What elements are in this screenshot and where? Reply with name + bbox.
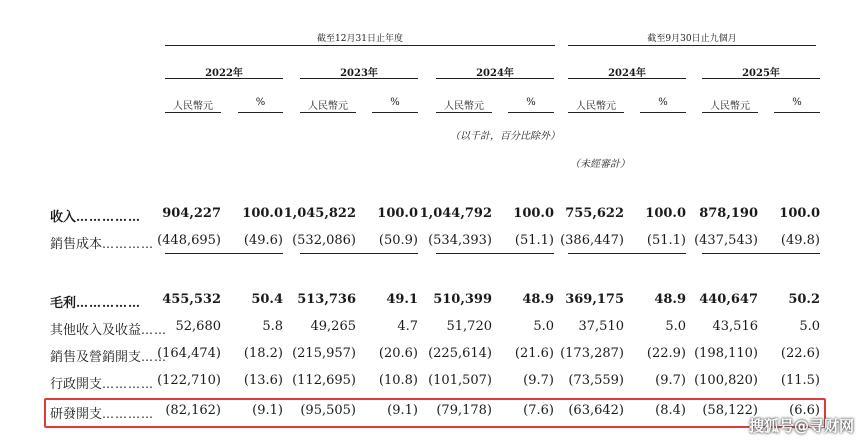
group-title-9m: 截至9月30日止九個月 (647, 34, 737, 44)
table-cell: 52,680 (175, 319, 221, 334)
note-thousands: （以千計，百分比除外） (450, 131, 560, 142)
table-cell: 43,516 (712, 319, 758, 334)
table-cell: 5.0 (665, 319, 686, 334)
col-header-rmb: 人民幣元 (308, 101, 348, 112)
table-cell: (532,086) (292, 233, 356, 248)
col-rule (640, 112, 686, 113)
table-cell: (225,614) (428, 346, 492, 361)
table-cell: (215,957) (292, 346, 356, 361)
col-rule (238, 112, 283, 113)
table-cell: (82,162) (165, 403, 221, 418)
table-cell: 51,720 (446, 319, 492, 334)
table-cell: (18.2) (243, 346, 283, 361)
table-cell: (9.1) (387, 403, 418, 418)
table-cell: 100.0 (242, 206, 283, 221)
table-cell: 4.7 (397, 319, 418, 334)
row-label-other-income: 其他收入及收益…… (50, 323, 168, 338)
table-cell: (51.1) (646, 233, 686, 248)
table-cell: 440,647 (699, 292, 758, 307)
table-cell: (95,505) (300, 403, 356, 418)
year-rule (436, 78, 554, 79)
subtotal-rule (300, 253, 418, 254)
col-rule (372, 112, 418, 113)
table-cell: 100.0 (645, 206, 686, 221)
table-cell: 37,510 (578, 319, 624, 334)
table-cell: 48.9 (654, 292, 686, 307)
table-cell: (63,642) (568, 403, 624, 418)
table-cell: (13.6) (243, 373, 283, 388)
year-rule (165, 78, 283, 79)
col-header-rmb: 人民幣元 (576, 101, 616, 112)
col-rule (702, 112, 758, 113)
year-header-2024-9m: 2024年 (608, 68, 646, 79)
table-cell: (7.6) (523, 403, 554, 418)
table-cell: (51.1) (514, 233, 554, 248)
table-cell: 100.0 (377, 206, 418, 221)
table-cell: (21.6) (514, 346, 554, 361)
col-rule (568, 112, 624, 113)
table-cell: 50.2 (788, 292, 820, 307)
group-rule-9m (568, 45, 816, 46)
table-cell: (101,507) (428, 373, 492, 388)
table-cell: 1,045,822 (283, 206, 356, 221)
year-header-2022: 2022年 (205, 68, 243, 79)
table-cell: (9.7) (655, 373, 686, 388)
table-cell: 5.0 (533, 319, 554, 334)
subtotal-rule (165, 253, 283, 254)
table-cell: (534,393) (428, 233, 492, 248)
table-cell: (22.6) (780, 346, 820, 361)
year-header-2024: 2024年 (476, 68, 514, 79)
table-cell: 755,622 (565, 206, 624, 221)
table-cell: 455,532 (162, 292, 221, 307)
col-header-rmb: 人民幣元 (444, 101, 484, 112)
table-cell: (122,710) (157, 373, 221, 388)
subtotal-rule (568, 253, 686, 254)
table-cell: 100.0 (779, 206, 820, 221)
col-rule (165, 112, 221, 113)
year-rule (568, 78, 686, 79)
table-cell: (100,820) (694, 373, 758, 388)
row-label-selling-expenses: 銷售及營銷開支…… (50, 350, 168, 365)
table-cell: (173,287) (560, 346, 624, 361)
table-cell: 100.0 (513, 206, 554, 221)
table-cell: 1,044,792 (419, 206, 492, 221)
col-rule (774, 112, 820, 113)
table-cell: (6.6) (789, 403, 820, 418)
table-cell: 513,736 (297, 292, 356, 307)
table-cell: (386,447) (560, 233, 624, 248)
col-header-pct: % (658, 97, 668, 108)
table-cell: (79,178) (436, 403, 492, 418)
row-label-gross-profit: 毛利…………… (50, 296, 142, 311)
table-cell: 49.1 (386, 292, 418, 307)
subtotal-rule (702, 253, 820, 254)
col-header-pct: % (792, 97, 802, 108)
row-label-revenue: 收入…………… (50, 210, 142, 225)
row-label-cost-of-sales: 銷售成本………… (50, 237, 155, 252)
table-cell: (20.6) (378, 346, 418, 361)
table-cell: (164,474) (157, 346, 221, 361)
col-header-rmb: 人民幣元 (710, 101, 750, 112)
year-header-2025-9m: 2025年 (742, 68, 780, 79)
table-cell: (11.5) (780, 373, 820, 388)
col-rule (436, 112, 492, 113)
table-cell: 50.4 (251, 292, 283, 307)
table-cell: (10.8) (378, 373, 418, 388)
col-header-pct: % (255, 97, 266, 108)
table-cell: 5.0 (799, 319, 820, 334)
table-cell: (58,122) (702, 403, 758, 418)
table-cell: (112,695) (292, 373, 356, 388)
table-cell: 48.9 (522, 292, 554, 307)
table-cell: (448,695) (157, 233, 221, 248)
table-cell: (73,559) (568, 373, 624, 388)
col-rule (508, 112, 554, 113)
table-cell: (22.9) (646, 346, 686, 361)
table-cell: (49.8) (780, 233, 820, 248)
subtotal-rule (436, 253, 554, 254)
row-label-rd-expenses: 研發開支………… (50, 407, 155, 422)
table-cell: 369,175 (565, 292, 624, 307)
col-header-rmb: 人民幣元 (173, 101, 213, 112)
table-cell: (9.1) (252, 403, 283, 418)
table-cell: 5.8 (262, 319, 283, 334)
table-cell: (8.4) (655, 403, 686, 418)
table-cell: 878,190 (699, 206, 758, 221)
group-title-fy: 截至12月31日止年度 (317, 34, 403, 44)
watermark: 搜狐号@寻财网 (748, 417, 854, 435)
table-cell: (49.6) (243, 233, 283, 248)
table-cell: 510,399 (433, 292, 492, 307)
year-rule (300, 78, 418, 79)
highlight-box (44, 398, 826, 428)
group-rule-fy (165, 45, 555, 46)
note-unaudited: （未經審計） (570, 159, 630, 170)
year-rule (702, 78, 820, 79)
col-header-pct: % (390, 97, 400, 108)
table-cell: (198,110) (694, 346, 758, 361)
table-cell: 904,227 (162, 206, 221, 221)
col-rule (300, 112, 356, 113)
col-header-pct: % (526, 97, 536, 108)
table-cell: (9.7) (523, 373, 554, 388)
table-cell: 49,265 (310, 319, 356, 334)
table-cell: (437,543) (694, 233, 758, 248)
table-cell: (50.9) (378, 233, 418, 248)
row-label-admin-expenses: 行政開支………… (50, 377, 155, 392)
year-header-2023: 2023年 (340, 68, 378, 79)
